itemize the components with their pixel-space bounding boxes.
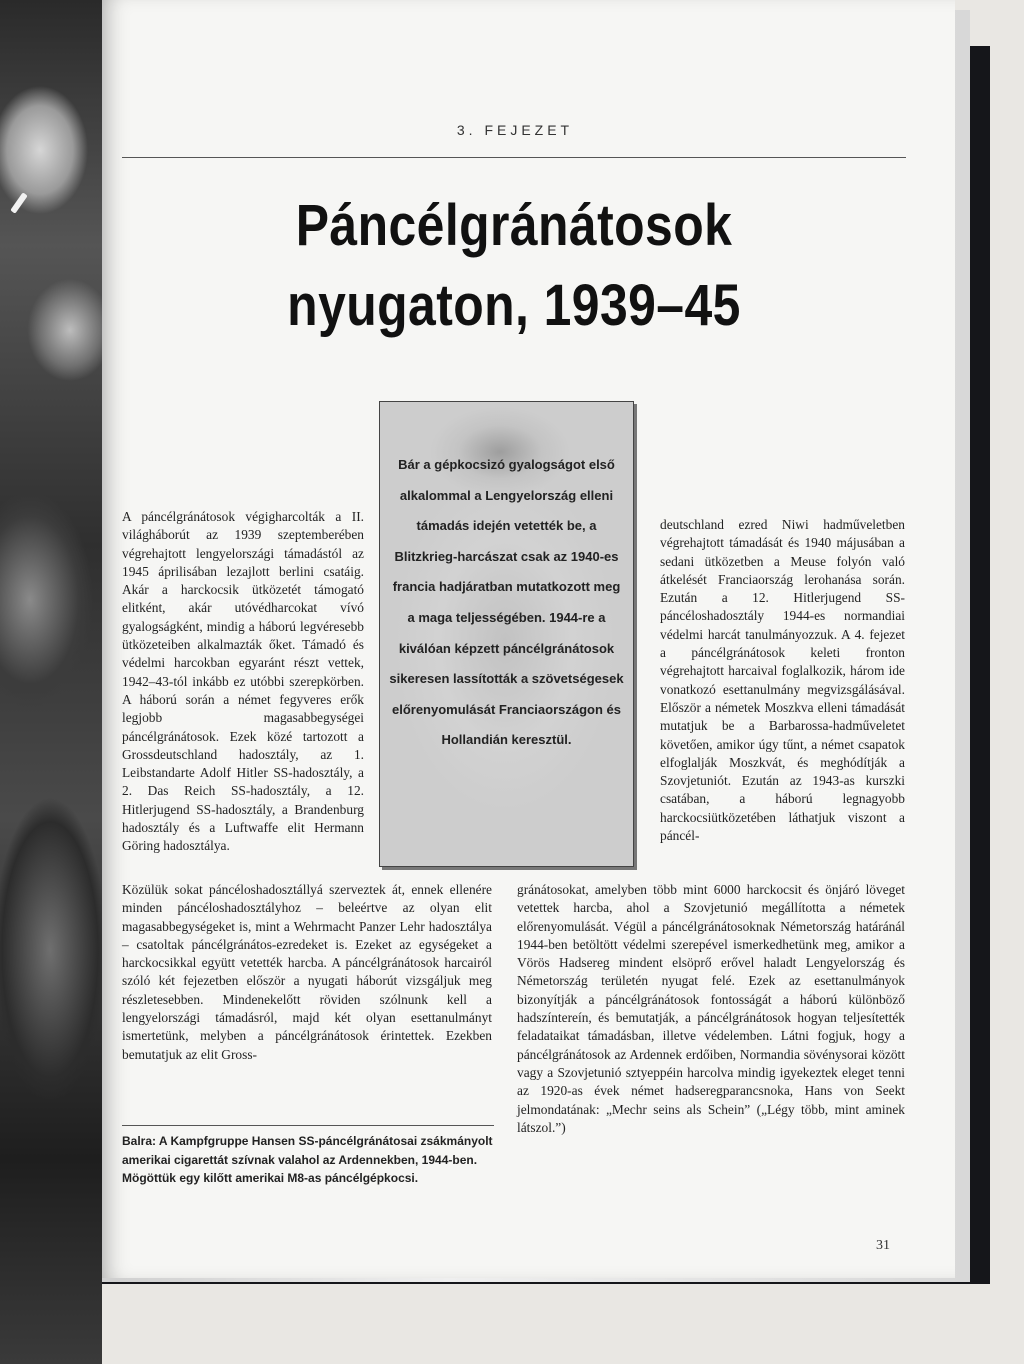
pull-quote-box <box>379 401 634 867</box>
body-bottom-right: gránátosokat, amelyben több mint 6000 harckocsit és önjáró löveget vetettek harcba, ahol a Szovjetunió megállította a németek előrenyomulását. Végül a páncélgránátosoknak Németország határánál 1944-ben betöltött védelmi szerepével ismerkedhetünk meg, amikor a Vörös Hadsereg mindent elsöprő erővel haladt Lengyelország és Németország területén nyugat felé. Ezek az esettanulmányok bizonyítják a páncélgránátosok fontosságát a háború különböző hadszíntereín, és bemutatják, a páncélgránátosok hogyan teljesítették feladataikat támadásban, illetve védelemben. Látni fogjuk, hogy a páncélgránátosok az Ardennek erdőiben, Normandia sövénysorai között vagy a Szovjetunió sztyeppéin harcolva mindig igyekeztek eleget tenni az 1920-as évek német hadseregparancsnoka, Hans von Seekt jelmondatának: „Mechr seins als Schein” („Légy több, mint aminek látszol.”) <box>517 882 905 1135</box>
pull-quote-text: Bár a gépkocsizó gyalogságot első alkalommal a Lengyelország elleni támadás idején vetették be, a Blitzkrieg-harcászat csak az 1940-es francia hadjáratban mutatkozott meg a maga teljességében. 1944-re a kiválóan képzett páncélgránátosok sikeresen lassították a szövetségesek előrenyomulását Franciaországon és Hollandián keresztül. <box>389 457 624 748</box>
chapter-title: Páncélgránátosok nyugaton, 1939–45 <box>287 193 741 338</box>
body-left-column: A páncélgránátosok végigharcolták a II. világháborút az 1939 szeptemberében végrehajtott lengyelországi támadástól az 1945 áprilisában lezajlott berlini csatáig. Akár a harckocsik ütközetét támogató elitként, akár utóvédharcokat vívó gyalogságként, mindig a háború legvéresebb ütközeteiben alkalmazták őket. Támadó és védelmi harcokban egyaránt részt vettek, 1942–43-tól inkább ez utóbbi szerepkörben. A háború során a német fegyveres erők legjobb magasabbegységei páncélgránátosok. Ezek közé tartozott a Grossdeutschland hadosztály, az 1. Leibstandarte Adolf Hitler SS-hadosztály, a 2. Das Reich SS-hadosztály, a 12. Hitlerjugend SS-hadosztály, a Brandenburg hadosztály és a Luftwaffe elit Hermann Göring hadosztálya. <box>122 509 364 854</box>
page-number: 31 <box>876 1238 890 1253</box>
chapter-label: 3. FEJEZET <box>456 122 574 138</box>
soldier-photo <box>0 0 102 1364</box>
cigarette-detail <box>10 192 28 213</box>
chapter-rule <box>122 157 906 158</box>
body-bottom-left: Közülük sokat páncéloshadosztállyá szerveztek át, ennek ellenére minden páncéloshadosztályhoz – beleértve az olyan elit magasabbegységeket is, mint a Wehrmacht Panzer Lehr hadosztálya – csatoltak páncélgránátos-ezredeket is. Ezeket az egységeket a harckocsikkal együtt vetették harcba. A páncélgránátosok harcairól szóló két fejezetben először a nyugati háborút vizsgáljuk meg részletesebben. Mindenekelőtt röviden szólnunk kell a lengyelországi támadásról, majd két olyan esettanulmányt ismertetünk, melyben a páncélgránátosok érintettek. Ezekben bemutatjuk az elit Gross- <box>122 882 492 1062</box>
photo-caption: Balra: A Kampfgruppe Hansen SS-páncélgránátosai zsákmányolt amerikai cigarettát szívnak valahol az Ardennekben, 1944-ben. Mögöttük egy kilőtt amerikai M8-as páncélgépkocsi. <box>122 1134 493 1185</box>
caption-rule <box>122 1125 494 1126</box>
body-right-column: deutschland ezred Niwi hadműveletben végrehajtott támadását és 1940 májusában a sedani ütközetben a Meuse folyón való átkelését Franciaország lerohanása során. Ezután a 12. Hitlerjugend SS-páncéloshadosztály 1944-es normandiai védelmi harcát tanulmányozzuk. A 4. fejezet a páncélgránátosok keleti fronton végrehajtott harcaival foglalkozik, három ide vonatkozó esettanulmány megvizsgálásával. Először a németek Moszkva elleni támadását mutatjuk be a Barbarossa-hadműveletet követően, amikor úgy tűnt, a német csapatok elfoglalják Moszkvát, és meghódítják a Szovjetuniót. Ezután az 1943-as kurszki csatában, a háború legnagyobb harckocsiütközetében láthatjuk viszont a páncél- <box>660 517 905 844</box>
